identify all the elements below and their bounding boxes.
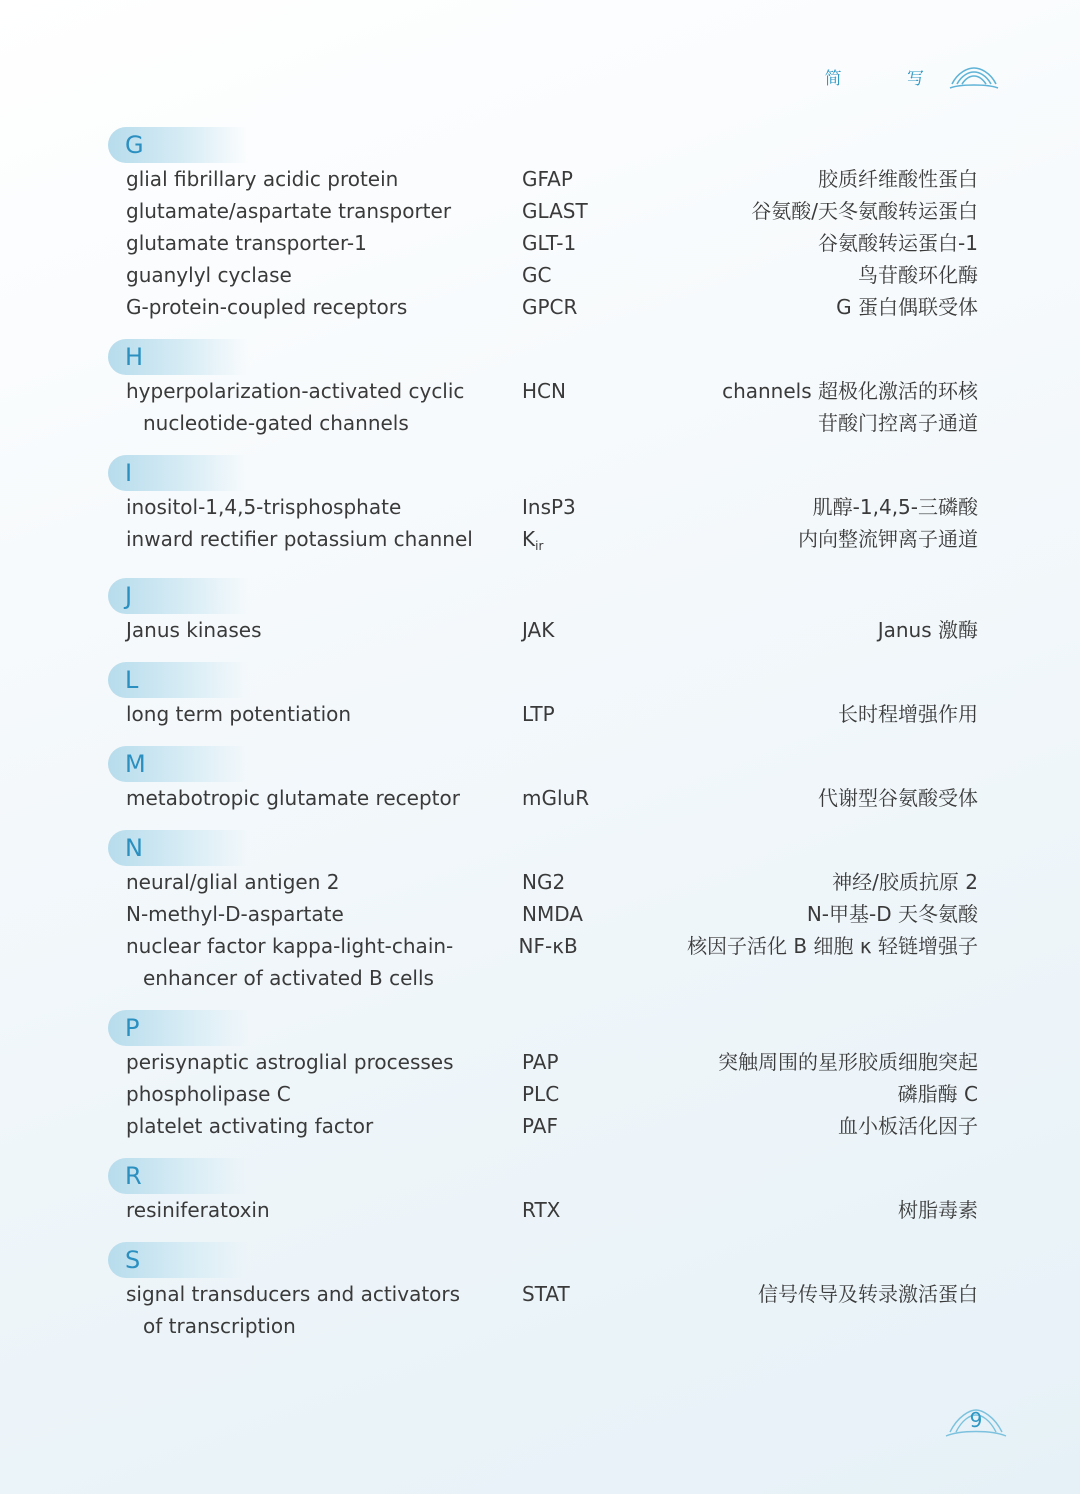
section-letter: J	[125, 582, 133, 610]
abbreviation	[519, 930, 688, 962]
section-letter: G	[125, 131, 144, 159]
section-i	[108, 455, 978, 562]
english-term-text: platelet activating factor	[126, 1114, 374, 1138]
chinese-term	[692, 227, 978, 259]
abbreviation-subscript: ir	[535, 539, 544, 553]
abbreviation-list	[108, 127, 978, 1358]
abbreviation	[522, 195, 692, 227]
chinese-term	[692, 163, 978, 195]
abbreviation	[522, 291, 692, 323]
english-term-text: metabotropic glutamate receptor	[126, 786, 460, 810]
chinese-term-text: 鸟苷酸环化酶	[858, 263, 978, 287]
english-term-continuation: nucleotide-gated channels	[143, 411, 409, 435]
abbreviation-text: HCN	[522, 379, 566, 403]
english-term	[108, 523, 522, 555]
list-item	[108, 491, 978, 523]
abbreviation-text: NMDA	[522, 902, 583, 926]
chinese-term-text: 长时程增强作用	[838, 702, 978, 726]
english-term-text: long term potentiation	[126, 702, 352, 726]
abbreviation	[522, 259, 692, 291]
chinese-term	[692, 898, 978, 930]
english-term-text: neural/glial antigen 2	[126, 870, 340, 894]
abbreviation-text: GC	[522, 263, 552, 287]
chinese-term-text: 代谢型谷氨酸受体	[818, 786, 978, 810]
abbreviation	[522, 898, 692, 930]
english-term-text: phospholipase C	[126, 1082, 291, 1106]
chinese-term-text: 神经/胶质抗原 2	[832, 870, 978, 894]
abbreviation	[522, 163, 692, 195]
section-p	[108, 1010, 978, 1142]
chinese-term	[692, 698, 978, 730]
section-r	[108, 1158, 978, 1226]
chinese-term	[692, 866, 978, 898]
list-item	[108, 259, 978, 291]
abbreviation-text: PLC	[522, 1082, 560, 1106]
abbreviation	[522, 614, 692, 646]
abbreviation	[522, 866, 692, 898]
abbreviation-text: NG2	[522, 870, 566, 894]
running-header	[825, 62, 1000, 90]
english-term-text: signal transducers and activators	[126, 1282, 461, 1306]
chinese-term-text: channels 超极化激活的环核	[722, 379, 978, 403]
chinese-term	[692, 291, 978, 323]
abbreviation	[522, 523, 692, 562]
section-letter: I	[125, 459, 133, 487]
abbreviation-text: InsP3	[522, 495, 576, 519]
list-item	[108, 1278, 978, 1342]
abbreviation	[522, 1046, 692, 1078]
section-letter-band	[108, 127, 248, 163]
english-term	[108, 1110, 522, 1142]
abbreviation-text: GLT-1	[522, 231, 577, 255]
chinese-term-text: N-甲基-D 天冬氨酸	[806, 902, 978, 926]
abbreviation-text: mGluR	[522, 786, 590, 810]
abbreviation	[522, 1278, 692, 1310]
chinese-term	[687, 930, 978, 962]
section-letter-band	[108, 1242, 248, 1278]
list-item	[108, 523, 978, 562]
wave-ornament-icon	[948, 62, 1000, 90]
section-m	[108, 746, 978, 814]
section-letter: L	[125, 666, 139, 694]
section-letter: P	[125, 1014, 140, 1042]
abbreviation	[522, 1110, 692, 1142]
english-term	[108, 1078, 522, 1110]
chinese-term	[692, 375, 978, 439]
chinese-term	[692, 1078, 978, 1110]
section-letter-band	[108, 662, 248, 698]
abbreviation	[522, 491, 692, 523]
chinese-term	[692, 523, 978, 555]
english-term	[108, 782, 522, 814]
section-letter: R	[125, 1162, 142, 1190]
section-s	[108, 1242, 978, 1342]
abbreviation-text: RTX	[522, 1198, 561, 1222]
section-letter-band	[108, 455, 248, 491]
list-item	[108, 291, 978, 323]
english-term-text: perisynaptic astroglial processes	[126, 1050, 454, 1074]
chinese-term	[692, 491, 978, 523]
english-term-text: guanylyl cyclase	[126, 263, 292, 287]
english-term	[108, 291, 522, 323]
abbreviation-text: PAF	[522, 1114, 558, 1138]
section-h	[108, 339, 978, 439]
list-item	[108, 227, 978, 259]
chinese-term-text: 血小板活化因子	[838, 1114, 978, 1138]
english-term-text: glutamate/aspartate transporter	[126, 199, 452, 223]
chinese-term	[692, 1110, 978, 1142]
chinese-term-text: 信号传导及转录激活蛋白	[758, 1282, 978, 1306]
abbreviation-text: PAP	[522, 1050, 559, 1074]
chinese-term-text: 肌醇-1,4,5-三磷酸	[812, 495, 978, 519]
abbreviation	[522, 698, 692, 730]
english-term-text: G-protein-coupled receptors	[126, 295, 408, 319]
page-number: 9	[969, 1408, 983, 1432]
list-item	[108, 614, 978, 646]
english-term	[108, 1278, 522, 1342]
english-term	[108, 614, 522, 646]
chinese-term-text: 谷氨酸/天冬氨酸转运蛋白	[751, 199, 978, 223]
english-term-text: glutamate transporter-1	[126, 231, 367, 255]
english-term-text: N-methyl-D-aspartate	[126, 902, 344, 926]
list-item	[108, 1110, 978, 1142]
english-term-text: glial fibrillary acidic protein	[126, 167, 399, 191]
section-j	[108, 578, 978, 646]
abbreviation	[522, 227, 692, 259]
abbreviation-text: JAK	[522, 618, 555, 642]
english-term	[108, 195, 522, 227]
english-term	[108, 491, 522, 523]
page-footer	[944, 1402, 1008, 1442]
abbreviation-text: STAT	[522, 1282, 570, 1306]
english-term-text: nuclear factor kappa-light-chain-	[126, 934, 454, 958]
section-g	[108, 127, 978, 323]
section-letter-band	[108, 578, 248, 614]
chinese-term	[692, 614, 978, 646]
chinese-term	[692, 195, 978, 227]
list-item	[108, 698, 978, 730]
english-term	[108, 259, 522, 291]
english-term	[108, 698, 522, 730]
chinese-term-continuation: 苷酸门控离子通道	[818, 411, 978, 435]
list-item	[108, 195, 978, 227]
section-letter: S	[125, 1246, 141, 1274]
running-header-title: 简 写	[824, 68, 954, 89]
english-term-continuation: of transcription	[143, 1314, 296, 1338]
section-letter-band	[108, 830, 248, 866]
chinese-term-text: 核因子活化 B 细胞 κ 轻链增强子	[687, 934, 978, 958]
english-term	[108, 163, 522, 195]
abbreviation-text: GLAST	[522, 199, 588, 223]
chinese-term-text: 内向整流钾离子通道	[798, 527, 978, 551]
english-term	[108, 375, 522, 439]
list-item	[108, 1078, 978, 1110]
english-term	[108, 930, 519, 994]
section-l	[108, 662, 978, 730]
chinese-term-text: Janus 激酶	[877, 618, 978, 642]
chinese-term	[692, 1194, 978, 1226]
section-letter: M	[125, 750, 146, 778]
chinese-term-text: 胶质纤维酸性蛋白	[818, 167, 978, 191]
english-term	[108, 898, 522, 930]
abbreviation-text: K	[522, 527, 536, 551]
chinese-term-text: 突触周围的星形胶质细胞突起	[718, 1050, 978, 1074]
chinese-term-text: 谷氨酸转运蛋白-1	[818, 231, 978, 255]
abbreviation	[522, 782, 692, 814]
chinese-term-text: 树脂毒素	[898, 1198, 978, 1222]
list-item	[108, 898, 978, 930]
chinese-term	[692, 782, 978, 814]
english-term-continuation: enhancer of activated B cells	[143, 966, 434, 990]
section-letter: N	[125, 834, 143, 862]
abbreviation-text: LTP	[522, 702, 555, 726]
abbreviation-text: GPCR	[522, 295, 578, 319]
list-item	[108, 163, 978, 195]
abbreviation	[522, 375, 692, 407]
chinese-term	[692, 1046, 978, 1078]
section-n	[108, 830, 978, 994]
english-term	[108, 866, 522, 898]
english-term	[108, 1046, 522, 1078]
list-item	[108, 1046, 978, 1078]
chinese-term-text: 磷脂酶 C	[897, 1082, 978, 1106]
section-letter: H	[125, 343, 144, 371]
english-term-text: inward rectifier potassium channel	[126, 527, 473, 551]
section-letter-band	[108, 339, 248, 375]
english-term-text: resiniferatoxin	[126, 1198, 270, 1222]
chinese-term	[692, 1278, 978, 1310]
abbreviation	[522, 1078, 692, 1110]
english-term-text: inositol-1,4,5-trisphosphate	[126, 495, 402, 519]
english-term-text: Janus kinases	[126, 618, 262, 642]
list-item	[108, 930, 978, 994]
chinese-term	[692, 259, 978, 291]
section-letter-band	[108, 746, 248, 782]
abbreviation-text: NF-κB	[518, 934, 578, 958]
list-item	[108, 1194, 978, 1226]
english-term	[108, 1194, 522, 1226]
abbreviation	[522, 1194, 692, 1226]
english-term	[108, 227, 522, 259]
list-item	[108, 782, 978, 814]
section-letter-band	[108, 1010, 248, 1046]
abbreviation-text: GFAP	[522, 167, 573, 191]
chinese-term-text: G 蛋白偶联受体	[836, 295, 978, 319]
english-term-text: hyperpolarization-activated cyclic	[126, 379, 465, 403]
list-item	[108, 375, 978, 439]
section-letter-band	[108, 1158, 248, 1194]
list-item	[108, 866, 978, 898]
